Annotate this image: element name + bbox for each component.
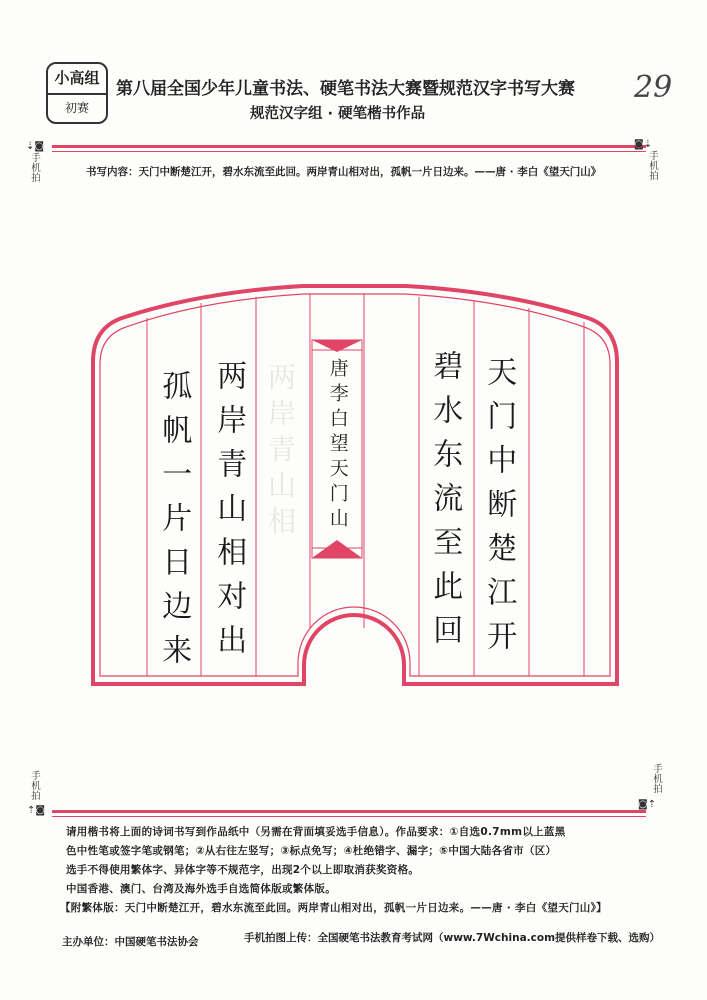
signature-text: 唐李白望天门山	[326, 358, 349, 533]
poem-col2-text: 碧水东流至此回	[427, 350, 463, 658]
phone-label-top-left: 手机拍	[31, 153, 41, 184]
organizer-text: 主办单位：中国硬笔书法协会	[62, 936, 199, 948]
phone-label-top-right: 手机拍	[649, 151, 659, 182]
phone-label-bottom-right: 手机拍	[653, 764, 663, 795]
poem-col4-text: 孤帆一片日边来	[156, 370, 192, 678]
page-subtitle: 规范汉字组 · 硬笔楷书作品	[250, 106, 426, 122]
camera-arrow-icon-top-right: ◙⇣	[634, 139, 653, 150]
faint-tracing-text: 两 岸 青 山 相	[267, 361, 296, 538]
upload-info-text: 手机拍图上传：全国硬笔书法教育考试网（www.7Wchina.com提供样卷下载、选购）	[244, 932, 661, 944]
badge-round-label: 初赛	[64, 101, 89, 115]
poem-column-2	[422, 350, 466, 658]
camera-arrow-icon-top-left: ⇣◙	[26, 141, 45, 152]
signature-column	[316, 358, 358, 533]
poem-column-1	[476, 356, 520, 664]
poem-column-4	[151, 370, 195, 678]
poem-col1-text: 天门中断楚江开	[481, 356, 517, 664]
camera-arrow-icon-bottom-left: ⇡◙	[27, 805, 46, 816]
instruction-line-1: 请用楷书将上面的诗词书写到作品纸中（另需在背面填妥选手信息）。作品要求：①自选0.7mm以上蓝黑	[66, 826, 566, 838]
bottom-red-rule	[52, 810, 646, 813]
instruction-line-3: 选手不得使用繁体字、异体字等不规范字，出现2个以上即取消获奖资格。	[66, 864, 420, 876]
camera-arrow-icon-bottom-right: ◙⇡	[638, 799, 657, 810]
instruction-line-5: 【附繁体版：天门中断楚江开，碧水东流至此回。两岸青山相对出，孤帆一片日边来。——唐 · 李白《望天门山》】	[60, 902, 607, 914]
poem-col3-text: 两岸青山相对出	[211, 360, 247, 668]
badge-group-label: 小高组	[48, 64, 106, 95]
page-title: 第八届全国少年儿童书法、硬笔书法大赛暨规范汉字书写大赛	[116, 79, 575, 99]
instruction-line-4: 中国香港、澳门、台湾及海外选手自选简体版或繁体版。	[66, 883, 336, 895]
writing-content-line: 书写内容：天门中断楚江开，碧水东流至此回。两岸青山相对出，孤帆一片日边来。——唐 · 李白《望天门山》	[86, 166, 602, 178]
poem-column-3	[206, 360, 250, 668]
phone-label-bottom-left: 手机拍	[31, 771, 41, 802]
bottom-red-rule-thin	[52, 816, 646, 817]
instruction-line-2: 色中性笔或签字笔或钢笔；②从右往左竖写；③标点免写；④杜绝错字、漏字；⑤中国大陆各省市（区）	[66, 845, 557, 857]
handwritten-page-number: 29	[634, 70, 673, 105]
